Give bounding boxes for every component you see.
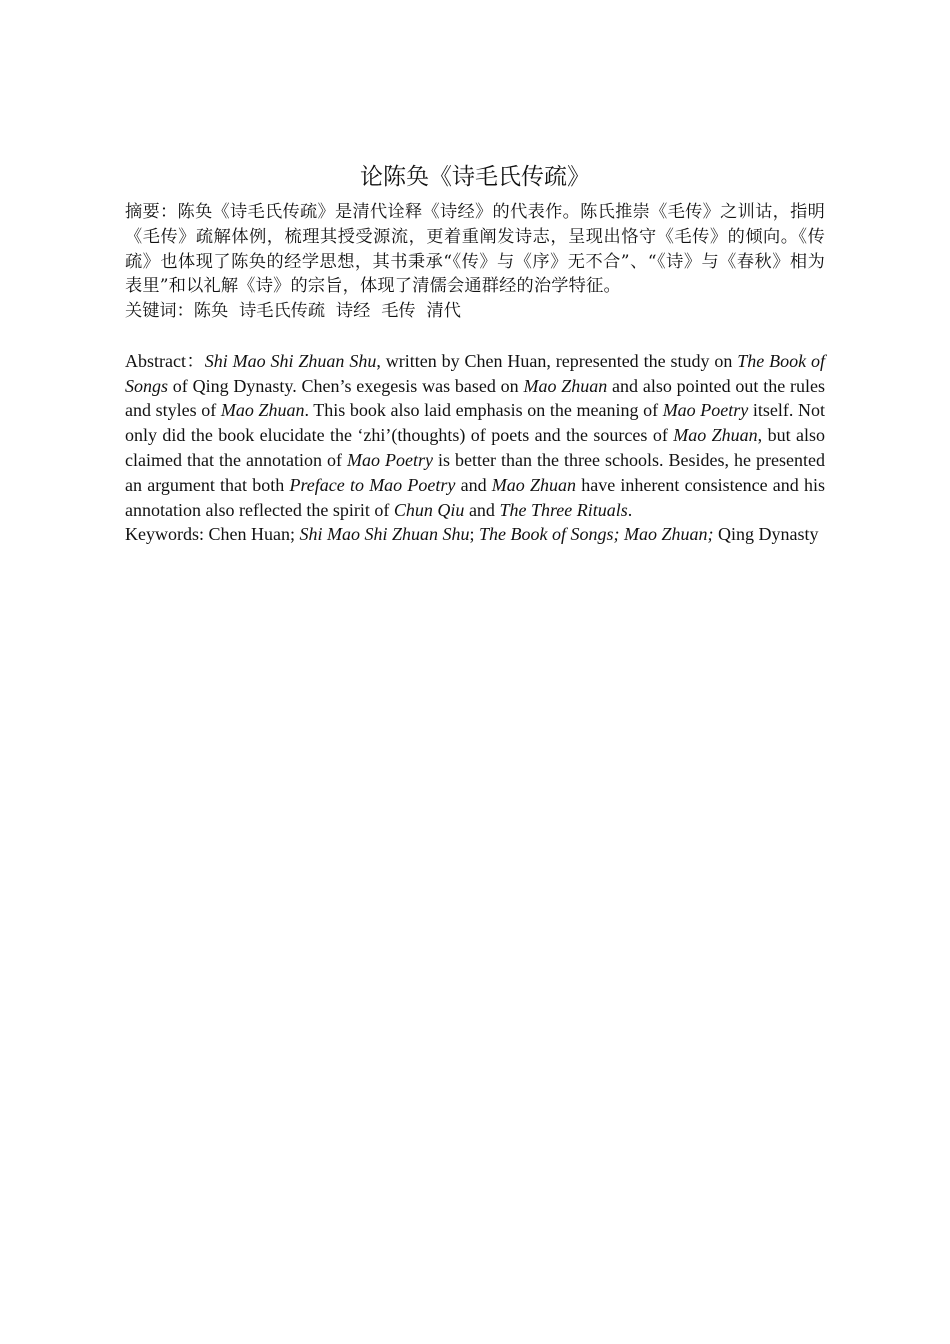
abstract-text: and [464,499,500,520]
title-shi-mao-shi-zhuan-shu: Shi Mao Shi Zhuan Shu [204,350,377,371]
keyword-text: Chen Huan; [208,524,300,545]
chinese-keywords-label: 关键词： [125,301,194,322]
keyword-italic: Shi Mao Shi Zhuan Shu [299,524,470,545]
keyword-text: ; [469,524,480,545]
chinese-abstract-label: 摘要： [125,202,178,222]
paper-page [125,160,825,547]
title-book-of-songs: The Book of Songs [125,350,825,396]
english-keywords [125,522,825,547]
keyword-text: Qing Dynasty [713,524,819,545]
keyword-italic: The Book of Songs; Mao Zhuan; [479,524,714,545]
chinese-abstract-text: 陈奂《诗毛氏传疏》是清代诠释《诗经》的代表作。陈氏推崇《毛传》之训诂，指明《毛传》疏解体例，梳理其授受源流，更着重阐发诗志，呈现出恪守《毛传》的倾向。《传疏》也体现了陈奂的经学思想，其书秉承“《传》与《序》无不合”、“《诗》与《春秋》相为表里”和以礼解《诗》的宗旨，体现了清儒会通群经的治学特征。 [125,202,825,297]
chinese-keywords-text: 陈奂 诗毛氏传疏 诗经 毛传 清代 [193,301,461,322]
abstract-text: and [455,474,492,495]
title-mao-zhuan: Mao Zhuan [491,474,577,495]
title-mao-zhuan: Mao Zhuan [523,375,608,396]
abstract-text: . [627,499,633,520]
english-abstract-label: Abstract： [125,350,205,371]
abstract-text: of Qing Dynasty. Chen’s exegesis was based on [168,375,524,396]
section-spacer [125,324,825,349]
abstract-text: is better than the three schools. Besides, he presented an argument that both [125,449,825,495]
abstract-text: have inherent consistence and his annotation also reflected the spirit of [125,474,825,520]
english-abstract [125,349,825,523]
title-mao-poetry: Mao Poetry [347,449,433,470]
title-mao-zhuan: Mao Zhuan [673,425,758,446]
english-keywords-label: Keywords: [125,524,209,545]
title-three-rituals: The Three Rituals [499,499,628,520]
abstract-text: . This book also laid emphasis on the meaning of [304,400,663,421]
paper-title: 论陈奂《诗毛氏传疏》 [360,164,590,190]
title-preface-to-mao-poetry: Preface to Mao Poetry [289,474,456,495]
title-mao-poetry: Mao Poetry [662,400,749,421]
chinese-abstract [125,200,825,299]
chinese-keywords [125,299,825,324]
abstract-text: itself. Not only did the book elucidate the ‘zhi’(thoughts) of poets and the sources of [125,400,825,446]
title-mao-zhuan: Mao Zhuan [220,400,305,421]
abstract-text: and also pointed out the rules and styles of [125,375,825,421]
abstract-text: , written by Chen Huan, represented the study on [376,350,738,371]
abstract-text: , but also claimed that the annotation of [125,425,825,470]
title-chun-qiu: Chun Qiu [393,499,465,520]
